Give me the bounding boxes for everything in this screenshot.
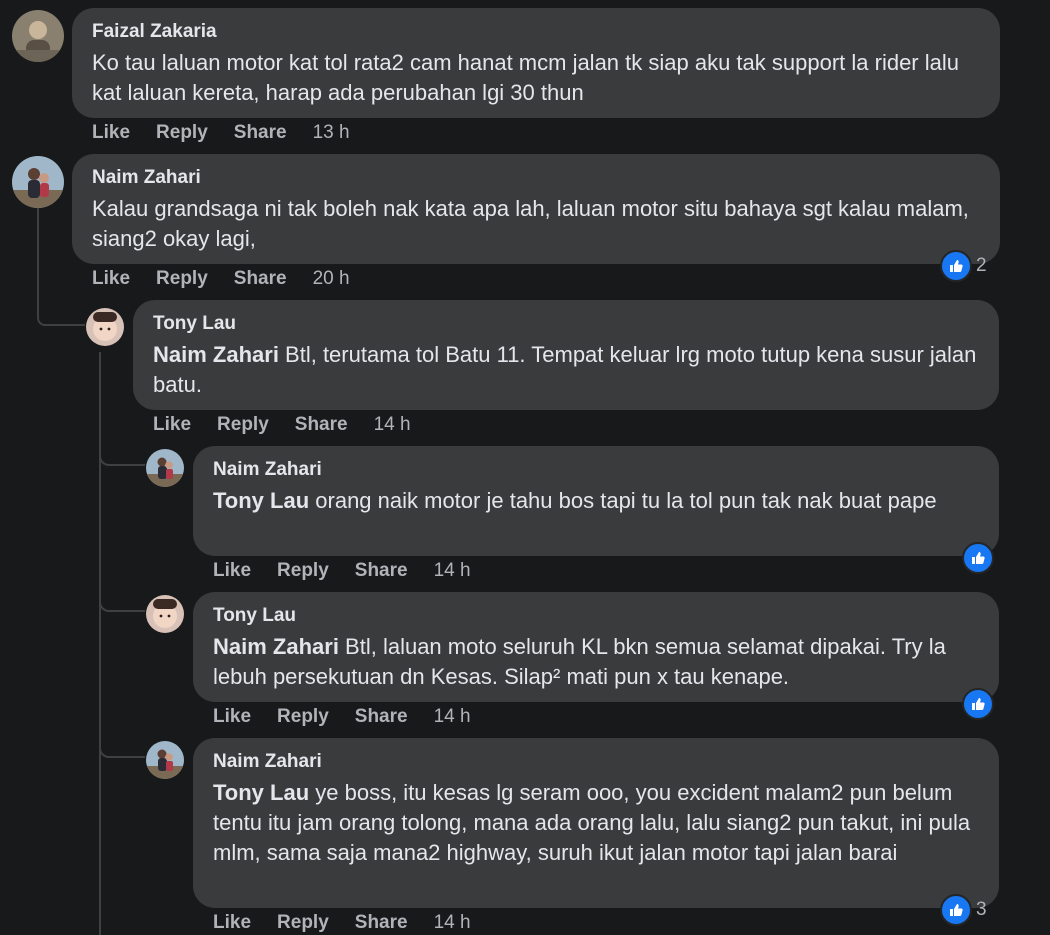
comment-text: Ko tau laluan motor kat tol rata2 cam hanat mcm jalan tk siap aku tak support la rider lalu kat laluan kereta, harap ada perubahan lgi 30 thun [92,50,959,105]
comment-text [213,486,979,516]
reply-button[interactable]: Reply [156,268,208,289]
avatar[interactable] [146,741,184,779]
avatar[interactable] [86,308,124,346]
reaction-count[interactable] [940,250,987,282]
comment-body: Btl, terutama tol Batu 11. Tempat keluar lrg moto tutup kena susur jalan batu. [153,342,977,397]
share-button[interactable]: Share [294,414,348,435]
comment-bubble [72,154,1000,264]
reply-button[interactable]: Reply [277,912,329,933]
comment-text [153,340,979,400]
comment-timestamp[interactable]: 20 h [312,268,350,289]
comment-text [213,632,979,692]
comment-bubble [72,8,1000,118]
mention-link[interactable]: Naim Zahari [213,634,339,659]
thread-line-main-curve [37,318,85,326]
reaction-count[interactable] [962,688,994,720]
thread-line-nested-curve-2 [99,602,145,612]
reaction-count[interactable] [940,894,987,926]
like-button[interactable]: Like [213,912,252,933]
like-button[interactable]: Like [213,560,252,581]
thread-line-main [37,208,39,318]
comment-author[interactable]: Tony Lau [213,605,297,626]
comment-actions [213,560,497,582]
like-button[interactable]: Like [92,268,131,289]
reaction-count[interactable] [962,542,994,574]
comment-timestamp[interactable]: 14 h [433,560,471,581]
comment-bubble [133,300,999,410]
comment-bubble [193,738,999,908]
comment-author[interactable]: Faizal Zakaria [92,21,217,42]
comment-actions [153,414,437,436]
comment-timestamp[interactable]: 14 h [373,414,411,435]
reply-button[interactable]: Reply [156,122,208,143]
share-button[interactable]: Share [233,122,287,143]
comment-actions [92,122,376,144]
mention-link[interactable]: Tony Lau [213,780,310,805]
avatar[interactable] [146,449,184,487]
share-button[interactable]: Share [354,912,408,933]
comment-actions [213,706,497,728]
thumbs-up-icon [962,688,994,720]
comment-timestamp[interactable]: 13 h [312,122,350,143]
mention-link[interactable]: Naim Zahari [153,342,279,367]
reply-button[interactable]: Reply [277,560,329,581]
comment-body: Btl, laluan moto seluruh KL bkn semua selamat dipakai. Try la lebuh persekutuan dn Kesas. Silap² mati pun x tau kenape. [213,634,946,689]
comment-author[interactable]: Naim Zahari [92,167,201,188]
like-button[interactable]: Like [153,414,192,435]
reply-button[interactable]: Reply [277,706,329,727]
like-button[interactable]: Like [213,706,252,727]
comment-body: ye boss, itu kesas lg seram ooo, you excident malam2 pun belum tentu itu jam orang tolong, mana ada orang lalu, lalu siang2 pun takut, ini pula mlm, sama saja mana2 highway, suruh ikut jalan motor tapi jalan barai [213,780,971,865]
thumbs-up-icon [940,250,972,282]
avatar[interactable] [146,595,184,633]
mention-link[interactable]: Tony Lau [213,488,310,513]
share-button[interactable]: Share [233,268,287,289]
thread-line-nested [99,352,101,935]
avatar[interactable] [12,10,64,62]
comment-actions [213,912,497,934]
comment-author[interactable]: Tony Lau [153,313,237,334]
reaction-count-value: 2 [976,255,987,276]
comment-body: orang naik motor je tahu bos tapi tu la tol pun tak nak buat pape [309,488,937,513]
like-button[interactable]: Like [92,122,131,143]
thumbs-up-icon [940,894,972,926]
comment-actions [92,268,376,290]
comment-timestamp[interactable]: 14 h [433,912,471,933]
comment-timestamp[interactable]: 14 h [433,706,471,727]
comment-bubble [193,592,999,702]
thumbs-up-icon [962,542,994,574]
comment-text [213,778,979,868]
reply-button[interactable]: Reply [217,414,269,435]
avatar[interactable] [12,156,64,208]
comment-text: Kalau grandsaga ni tak boleh nak kata apa lah, laluan motor situ bahaya sgt kalau malam, siang2 okay lagi, [92,196,969,251]
share-button[interactable]: Share [354,560,408,581]
comment-bubble [193,446,999,556]
comment-author[interactable]: Naim Zahari [213,751,322,772]
thread-line-nested-curve-1 [99,456,145,466]
share-button[interactable]: Share [354,706,408,727]
thread-line-nested-curve-3 [99,748,145,758]
comment-author[interactable]: Naim Zahari [213,459,322,480]
reaction-count-value: 3 [976,899,987,920]
